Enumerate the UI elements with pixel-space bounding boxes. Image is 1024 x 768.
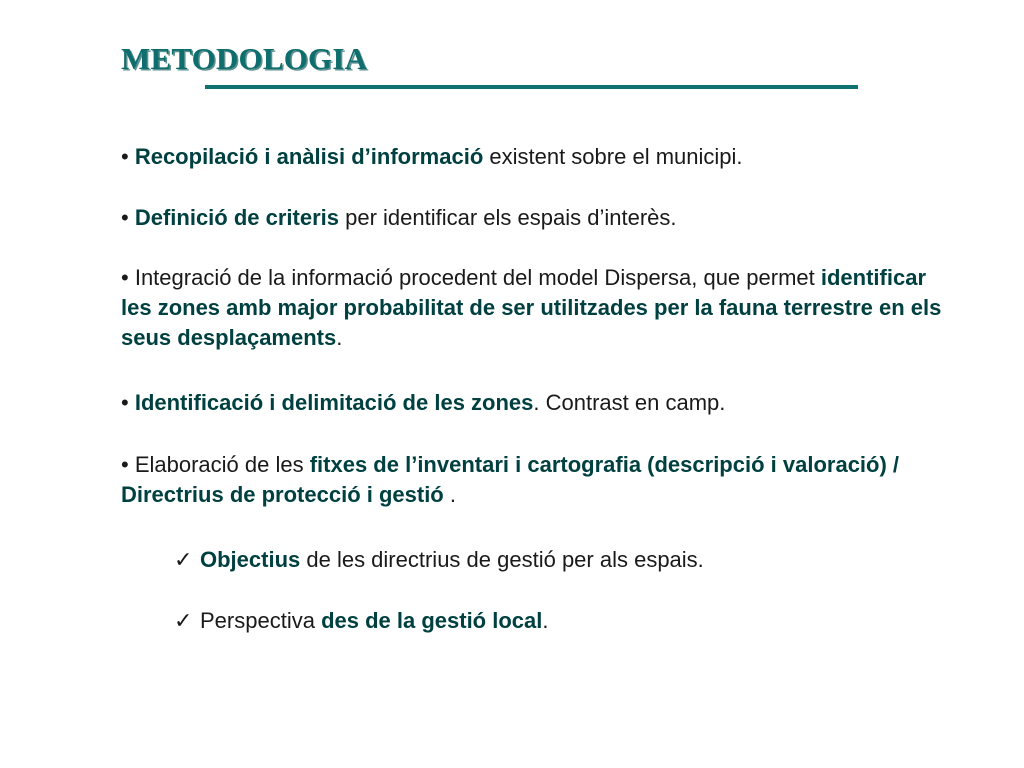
check-text: Perspectiva [200, 608, 322, 633]
bullet-icon: • [121, 390, 129, 415]
bullet-text-bold: Definició de criteris [134, 205, 340, 230]
bullet-text: Elaboració de les [134, 452, 310, 477]
bullet-text: existent sobre el municipi. [483, 144, 743, 169]
bullet-text: . Contrast en camp. [533, 390, 726, 415]
bullet-icon: • [121, 452, 129, 477]
bullet-icon: • [121, 265, 129, 290]
bullet-text: . [336, 325, 343, 350]
bullet-item-identificacio [121, 388, 951, 418]
slide-title: METODOLOGIA [121, 41, 368, 76]
bullet-text-bold: fitxes de l’inventari i cartografia (descripció i valoració) / Directrius de protecció i gestió [121, 452, 900, 507]
title-underline [205, 85, 858, 89]
checkmark-icon: ✓ [174, 608, 193, 633]
bullet-icon: • [121, 205, 129, 230]
check-item-perspectiva [174, 606, 934, 636]
bullet-text: per identificar els espais d’interès. [339, 205, 677, 230]
checkmark-icon: ✓ [174, 547, 193, 572]
bullet-text: Integració de la informació procedent del model Dispersa, que permet [134, 265, 821, 290]
bullet-item-definicio [121, 203, 951, 233]
check-text-bold: des de la gestió local [321, 608, 543, 633]
check-text: de les directrius de gestió per als espais. [300, 547, 704, 572]
check-item-objectius [174, 545, 934, 575]
bullet-icon: • [121, 144, 129, 169]
bullet-text-bold: identificar les zones amb major probabilitat de ser utilitzades per la fauna terrestre en els seus desplaçaments [121, 265, 942, 350]
check-text-bold: Objectius [200, 547, 301, 572]
bullet-item-elaboracio [121, 450, 951, 510]
check-text: . [542, 608, 549, 633]
bullet-text-bold: Identificació i delimitació de les zones [134, 390, 534, 415]
bullet-item-integracio [121, 263, 951, 353]
bullet-text-bold: Recopilació i anàlisi d’informació [134, 144, 484, 169]
bullet-item-recopilacio [121, 142, 951, 172]
bullet-text: . [443, 482, 456, 507]
